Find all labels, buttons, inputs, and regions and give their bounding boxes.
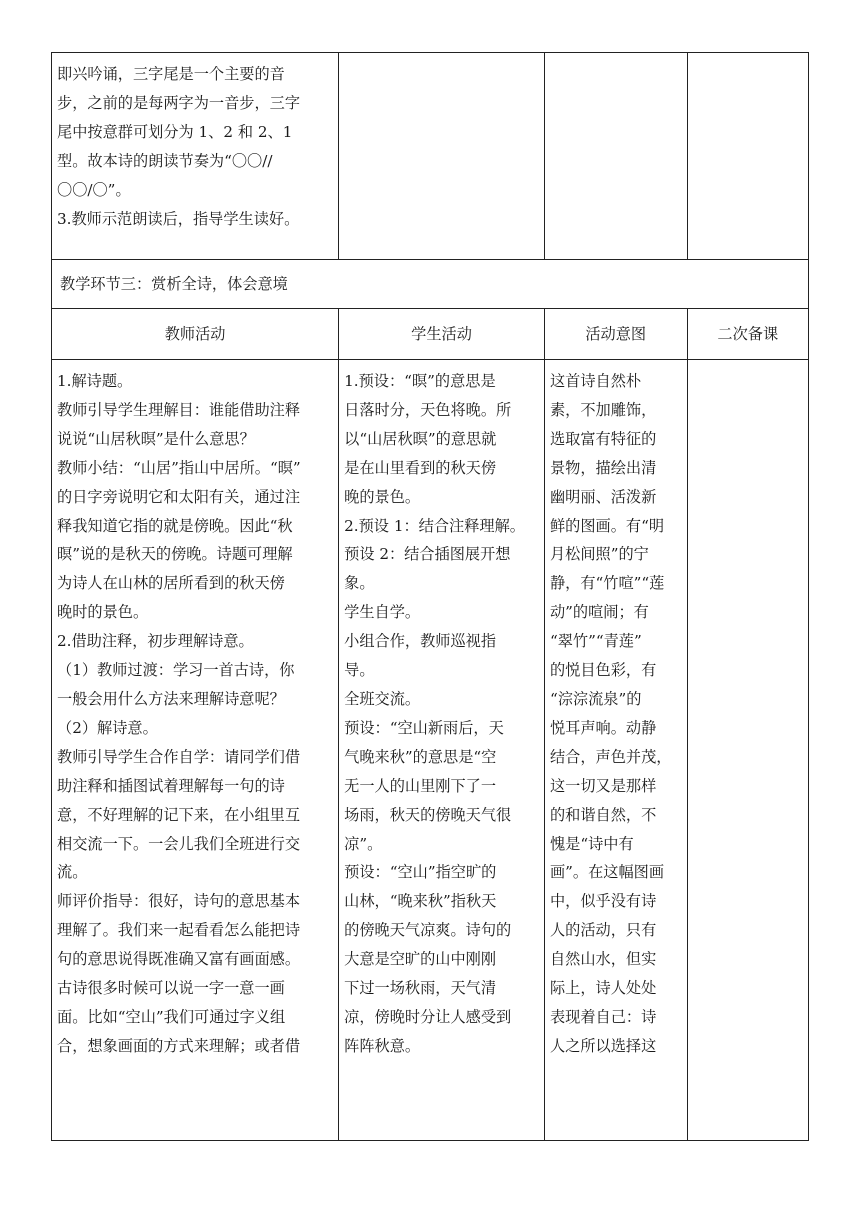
text-line: 际上，诗人处处 xyxy=(549,979,657,998)
text-line: 步，之前的是每两字为一音步，三字 xyxy=(57,93,300,112)
text-line: 是在山里看到的秋天傍 xyxy=(344,458,496,477)
text-line: 教师引导学生理解目：谁能借助注释 xyxy=(57,400,300,419)
text-line: 1.预设：“暝”的意思是 xyxy=(344,372,496,390)
text-line: 象。 xyxy=(344,574,375,593)
text-line: 动”的喧闹；有 xyxy=(549,603,649,622)
text-line: 导。 xyxy=(344,661,375,680)
text-line: 即兴吟诵，三字尾是一个主要的音 xyxy=(57,65,285,83)
text-line: 阵阵秋意。 xyxy=(344,1036,421,1055)
text-line: 预设 2：结合插图展开想 xyxy=(344,545,511,564)
text-line: 理解了。我们来一起看看怎么能把诗 xyxy=(57,921,300,940)
text-line: 说说“山居秋暝”是什么意思？ xyxy=(57,429,255,448)
text-line: 以“山居秋暝”的意思就 xyxy=(344,429,497,448)
text-line: 的和谐自然，不 xyxy=(549,805,657,824)
text-line: 选取富有特征的 xyxy=(549,429,657,448)
student-activity-cell xyxy=(339,360,545,1141)
text-line: 2.预设 1：结合注释理解。 xyxy=(344,516,525,535)
text-line: （2）解诗意。 xyxy=(57,718,158,737)
text-line: 流。 xyxy=(57,863,88,882)
lesson-plan-table xyxy=(51,52,809,1141)
text-line: 教师小结：“山居”指山中居所。“暝” xyxy=(57,458,301,477)
continued-row xyxy=(52,53,809,260)
continued-intent-cell xyxy=(544,53,687,260)
text-line: 这首诗自然朴 xyxy=(549,372,642,390)
text-line: 尾中按意群可划分为 1、2 和 2、1 xyxy=(57,122,293,141)
section-title-cell xyxy=(52,260,809,309)
text-line: 意，不好理解的记下来，在小组里互 xyxy=(57,805,300,824)
text-line: （1）教师过渡：学习一首古诗，你 xyxy=(57,661,295,680)
text-line: “翠竹”“青莲” xyxy=(549,632,642,651)
secondary-prep-cell xyxy=(687,360,809,1141)
text-line: 人之所以选择这 xyxy=(549,1036,657,1055)
text-line: 教师引导学生合作自学：请同学们借 xyxy=(57,747,300,766)
header-prep xyxy=(687,309,809,360)
text-line: 一般会用什么方法来理解诗意呢？ xyxy=(57,689,285,708)
content-row xyxy=(52,360,809,1141)
text-line: 自然山水，但实 xyxy=(549,950,657,969)
section-row xyxy=(52,260,809,309)
text-line: 预设：“空山”指空旷的 xyxy=(344,863,497,882)
text-line: 师评价指导：很好，诗句的意思基本 xyxy=(57,892,300,911)
text-line: 下过一场秋雨，天气清 xyxy=(344,979,496,998)
continued-student-cell xyxy=(339,53,545,260)
header-intent-label: 活动意图 xyxy=(585,324,647,343)
text-line: 的日字旁说明它和太阳有关，通过注 xyxy=(57,487,300,506)
text-line: 的傍晚天气凉爽。诗句的 xyxy=(344,921,512,940)
continued-prep-cell xyxy=(687,53,809,260)
text-line: 小组合作，教师巡视指 xyxy=(344,632,496,651)
text-line: “淙淙流泉”的 xyxy=(549,689,642,708)
text-line: 表现着自己：诗 xyxy=(549,1007,657,1026)
text-line: 全班交流。 xyxy=(344,689,421,708)
text-line: 晚的景色。 xyxy=(344,487,421,506)
text-line: 山林，“晚来秋”指秋天 xyxy=(344,892,497,911)
text-line: 画”。在这幅图画 xyxy=(549,863,665,882)
text-line: 静，有“竹喧”“莲 xyxy=(549,574,665,593)
text-line: 气晚来秋”的意思是“空 xyxy=(344,747,497,766)
header-teacher-label: 教师活动 xyxy=(164,324,226,343)
text-line: 无一人的山里刚下了一 xyxy=(344,776,496,795)
text-line: 结合，声色并茂， xyxy=(549,747,672,766)
header-intent xyxy=(544,309,687,360)
text-line: 学生自学。 xyxy=(344,603,421,622)
text-line: 这一切又是那样 xyxy=(549,776,657,795)
header-student-label: 学生活动 xyxy=(411,324,472,343)
text-line: 大意是空旷的山中刚刚 xyxy=(344,950,496,969)
text-line: 古诗很多时候可以说一字一意一画 xyxy=(57,979,285,998)
text-line: 合，想象画面的方式来理解；或者借 xyxy=(57,1036,300,1055)
text-line: 2.借助注释，初步理解诗意。 xyxy=(57,632,254,651)
text-line: 凉，傍晚时分让人感受到 xyxy=(344,1007,512,1026)
text-line: 晚时的景色。 xyxy=(57,603,149,622)
text-line: 〇〇/〇”。 xyxy=(57,180,131,199)
text-line: 场雨，秋天的傍晚天气很 xyxy=(344,805,512,824)
text-line: 暝”说的是秋天的傍晚。诗题可理解 xyxy=(57,545,293,564)
text-line: 鲜的图画。有“明 xyxy=(549,516,665,535)
header-student xyxy=(339,309,545,360)
text-line: 的悦目色彩，有 xyxy=(549,661,657,680)
text-line: 句的意思说得既准确又富有画面感。 xyxy=(57,950,300,969)
continued-teacher-cell xyxy=(52,53,339,260)
text-line: 型。故本诗的朗读节奏为“〇〇// xyxy=(57,151,273,170)
text-line: 人的活动，只有 xyxy=(549,921,657,940)
text-line: 日落时分，天色将晚。所 xyxy=(344,400,512,419)
lesson-plan-page xyxy=(51,52,809,1141)
header-teacher xyxy=(52,309,339,360)
text-line: 愧是“诗中有 xyxy=(549,834,634,853)
text-line: 月松间照”的宁 xyxy=(549,545,649,564)
header-prep-label: 二次备课 xyxy=(717,324,779,343)
text-line: 中，似乎没有诗 xyxy=(549,892,657,911)
text-line: 为诗人在山林的居所看到的秋天傍 xyxy=(57,574,285,593)
text-line: 相交流一下。一会儿我们全班进行交 xyxy=(57,834,300,853)
text-line: 素，不加雕饰， xyxy=(549,400,657,419)
activity-intent-cell xyxy=(544,360,687,1141)
text-line: 景物，描绘出清 xyxy=(549,458,657,477)
header-row xyxy=(52,309,809,360)
text-line: 3.教师示范朗读后，指导学生读好。 xyxy=(57,209,300,228)
text-line: 释我知道它指的就是傍晚。因此“秋 xyxy=(57,516,293,535)
text-line: 预设：“空山新雨后，天 xyxy=(344,718,504,737)
text-line: 1.解诗题。 xyxy=(57,372,133,390)
section-title: 教学环节三：赏析全诗，体会意境 xyxy=(60,274,288,293)
text-line: 悦耳声响。动静 xyxy=(549,718,657,737)
text-line: 幽明丽、活泼新 xyxy=(549,487,657,506)
text-line: 凉”。 xyxy=(344,834,383,853)
text-line: 助注释和插图试着理解每一句的诗 xyxy=(57,776,285,795)
teacher-activity-cell xyxy=(52,360,339,1141)
text-line: 面。比如“空山”我们可通过字义组 xyxy=(57,1007,286,1026)
